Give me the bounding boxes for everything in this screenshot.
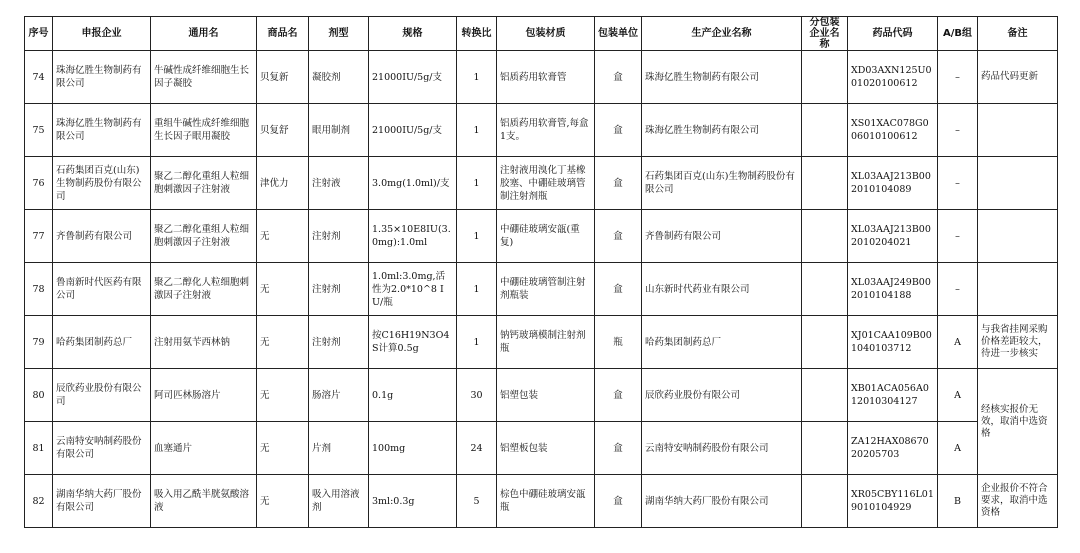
row-no: 79 (25, 316, 53, 369)
row-maker: 云南特安呐制药股份有限公司 (642, 422, 802, 475)
row-dosage-form: 吸入用溶液剂 (309, 475, 369, 528)
header-dosage-form: 剂型 (309, 17, 369, 51)
row-company: 珠海亿胜生物制药有限公司 (53, 51, 151, 104)
row-ratio: 30 (457, 369, 497, 422)
row-maker: 哈药集团制药总厂 (642, 316, 802, 369)
table-row (25, 263, 1058, 316)
row-unit: 盒 (595, 104, 642, 157)
row-brand-name: 无 (257, 316, 309, 369)
row-company: 珠海亿胜生物制药有限公司 (53, 104, 151, 157)
row-ratio: 1 (457, 210, 497, 263)
table-row (25, 157, 1058, 210)
header-company: 申报企业 (53, 17, 151, 51)
row-unit: 盒 (595, 263, 642, 316)
row-material: 铝质药用软膏管,每盒1支。 (497, 104, 595, 157)
row-generic-name: 聚乙二醇化重组人粒细胞刺激因子注射液 (151, 157, 257, 210)
row-no: 80 (25, 369, 53, 422)
row-generic-name: 血塞通片 (151, 422, 257, 475)
row-group: A (938, 369, 978, 422)
row-ratio: 24 (457, 422, 497, 475)
row-generic-name: 阿司匹林肠溶片 (151, 369, 257, 422)
row-material: 中硼硅玻璃管制注射剂瓶装 (497, 263, 595, 316)
row-note (978, 157, 1058, 210)
row-no: 77 (25, 210, 53, 263)
row-dosage-form: 凝胶剂 (309, 51, 369, 104)
row-maker: 珠海亿胜生物制药有限公司 (642, 51, 802, 104)
header-brand-name: 商品名 (257, 17, 309, 51)
row-unit: 盒 (595, 210, 642, 263)
row-generic-name: 注射用氨苄西林钠 (151, 316, 257, 369)
row-spec: 100mg (369, 422, 457, 475)
row-code: ZA12HAX0867020205703 (848, 422, 938, 475)
row-company: 石药集团百克(山东)生物制药股份有限公司 (53, 157, 151, 210)
table-row (25, 422, 1058, 475)
row-maker: 山东新时代药业有限公司 (642, 263, 802, 316)
row-no: 78 (25, 263, 53, 316)
table-row (25, 104, 1058, 157)
row-subpack (802, 104, 848, 157)
row-subpack (802, 263, 848, 316)
row-unit: 盒 (595, 475, 642, 528)
row-ratio: 1 (457, 104, 497, 157)
row-dosage-form: 注射剂 (309, 210, 369, 263)
row-note: 企业报价不符合要求，取消中选资格 (978, 475, 1058, 528)
row-no: 75 (25, 104, 53, 157)
row-material: 钠钙玻璃模制注射剂瓶 (497, 316, 595, 369)
header-ratio: 转换比 (457, 17, 497, 51)
row-spec: 3.0mg(1.0ml)/支 (369, 157, 457, 210)
row-no: 74 (25, 51, 53, 104)
row-code: XS01XAC078G006010100612 (848, 104, 938, 157)
drug-table-sheet (24, 16, 1058, 528)
row-material: 铝质药用软膏管 (497, 51, 595, 104)
row-brand-name: 津优力 (257, 157, 309, 210)
row-company: 湖南华纳大药厂股份有限公司 (53, 475, 151, 528)
table-row (25, 210, 1058, 263)
row-no: 76 (25, 157, 53, 210)
row-company: 齐鲁制药有限公司 (53, 210, 151, 263)
row-maker: 湖南华纳大药厂股份有限公司 (642, 475, 802, 528)
row-dosage-form: 眼用制剂 (309, 104, 369, 157)
row-note-merged: 经核实报价无效，取消中选资格 (978, 369, 1058, 475)
row-ratio: 1 (457, 316, 497, 369)
row-subpack (802, 475, 848, 528)
row-note (978, 210, 1058, 263)
row-brand-name: 无 (257, 422, 309, 475)
row-code: XL03AAJ249B002010104188 (848, 263, 938, 316)
row-spec: 21000IU/5g/支 (369, 51, 457, 104)
row-dosage-form: 注射剂 (309, 316, 369, 369)
row-subpack (802, 316, 848, 369)
table-row (25, 475, 1058, 528)
row-ratio: 1 (457, 51, 497, 104)
row-company: 鲁南新时代医药有限公司 (53, 263, 151, 316)
row-ratio: 1 (457, 263, 497, 316)
row-spec: 21000IU/5g/支 (369, 104, 457, 157)
row-maker: 珠海亿胜生物制药有限公司 (642, 104, 802, 157)
row-group: – (938, 157, 978, 210)
row-group: – (938, 104, 978, 157)
row-note (978, 263, 1058, 316)
row-group: – (938, 263, 978, 316)
row-material: 棕色中硼硅玻璃安瓿瓶 (497, 475, 595, 528)
row-brand-name: 无 (257, 475, 309, 528)
row-unit: 盒 (595, 157, 642, 210)
row-ratio: 1 (457, 157, 497, 210)
row-maker: 齐鲁制药有限公司 (642, 210, 802, 263)
row-material: 注射液用溴化丁基橡胶塞、中硼硅玻璃管制注射剂瓶 (497, 157, 595, 210)
row-brand-name: 贝复舒 (257, 104, 309, 157)
row-unit: 盒 (595, 51, 642, 104)
row-brand-name: 无 (257, 263, 309, 316)
row-unit: 瓶 (595, 316, 642, 369)
table-row (25, 316, 1058, 369)
row-note: 与我省挂网采购价格差距较大，待进一步核实 (978, 316, 1058, 369)
row-dosage-form: 片剂 (309, 422, 369, 475)
header-maker: 生产企业名称 (642, 17, 802, 51)
row-brand-name: 无 (257, 369, 309, 422)
row-group: – (938, 210, 978, 263)
header-generic-name: 通用名 (151, 17, 257, 51)
row-unit: 盒 (595, 369, 642, 422)
header-no: 序号 (25, 17, 53, 51)
row-generic-name: 聚乙二醇化人粒细胞刺激因子注射液 (151, 263, 257, 316)
row-material: 中硼硅玻璃安瓿(重复) (497, 210, 595, 263)
row-company: 哈药集团制药总厂 (53, 316, 151, 369)
row-group: A (938, 316, 978, 369)
row-group: – (938, 51, 978, 104)
row-spec: 3ml:0.3g (369, 475, 457, 528)
row-group: A (938, 422, 978, 475)
row-no: 81 (25, 422, 53, 475)
row-spec: 1.35×10E8IU(3.0mg):1.0ml (369, 210, 457, 263)
header-code: 药品代码 (848, 17, 938, 51)
header-subpack: 分包装企业名称 (802, 17, 848, 51)
row-generic-name: 牛碱性成纤维细胞生长因子凝胶 (151, 51, 257, 104)
row-note (978, 104, 1058, 157)
row-brand-name: 无 (257, 210, 309, 263)
header-note: 备注 (978, 17, 1058, 51)
row-subpack (802, 157, 848, 210)
row-subpack (802, 51, 848, 104)
row-spec: 0.1g (369, 369, 457, 422)
table-header-row (25, 17, 1058, 51)
row-unit: 盒 (595, 422, 642, 475)
row-dosage-form: 注射剂 (309, 263, 369, 316)
row-spec: 1.0ml:3.0mg,活性为2.0*10^8 IU/瓶 (369, 263, 457, 316)
row-maker: 辰欣药业股份有限公司 (642, 369, 802, 422)
row-code: XD03AXN125U001020100612 (848, 51, 938, 104)
drug-table (24, 16, 1058, 528)
row-code: XB01ACA056A012010304127 (848, 369, 938, 422)
row-ratio: 5 (457, 475, 497, 528)
row-dosage-form: 肠溶片 (309, 369, 369, 422)
row-group: B (938, 475, 978, 528)
row-note: 药品代码更新 (978, 51, 1058, 104)
row-subpack (802, 422, 848, 475)
row-brand-name: 贝复新 (257, 51, 309, 104)
row-generic-name: 重组牛碱性成纤维细胞生长因子眼用凝胶 (151, 104, 257, 157)
row-no: 82 (25, 475, 53, 528)
header-material: 包装材质 (497, 17, 595, 51)
row-company: 云南特安呐制药股份有限公司 (53, 422, 151, 475)
row-dosage-form: 注射液 (309, 157, 369, 210)
row-company: 辰欣药业股份有限公司 (53, 369, 151, 422)
row-generic-name: 聚乙二醇化重组人粒细胞刺激因子注射液 (151, 210, 257, 263)
row-spec: 按C16H19N3O4S计算0.5g (369, 316, 457, 369)
row-material: 铝塑板包装 (497, 422, 595, 475)
table-row (25, 369, 1058, 422)
row-code: XL03AAJ213B002010104089 (848, 157, 938, 210)
row-subpack (802, 210, 848, 263)
row-maker: 石药集团百克(山东)生物制药股份有限公司 (642, 157, 802, 210)
header-spec: 规格 (369, 17, 457, 51)
row-code: XL03AAJ213B002010204021 (848, 210, 938, 263)
row-subpack (802, 369, 848, 422)
row-code: XR05CBY116L019010104929 (848, 475, 938, 528)
header-group: A/B组 (938, 17, 978, 51)
row-generic-name: 吸入用乙酰半胱氨酸溶液 (151, 475, 257, 528)
row-code: XJ01CAA109B001040103712 (848, 316, 938, 369)
row-material: 铝塑包装 (497, 369, 595, 422)
header-unit: 包装单位 (595, 17, 642, 51)
table-row (25, 51, 1058, 104)
